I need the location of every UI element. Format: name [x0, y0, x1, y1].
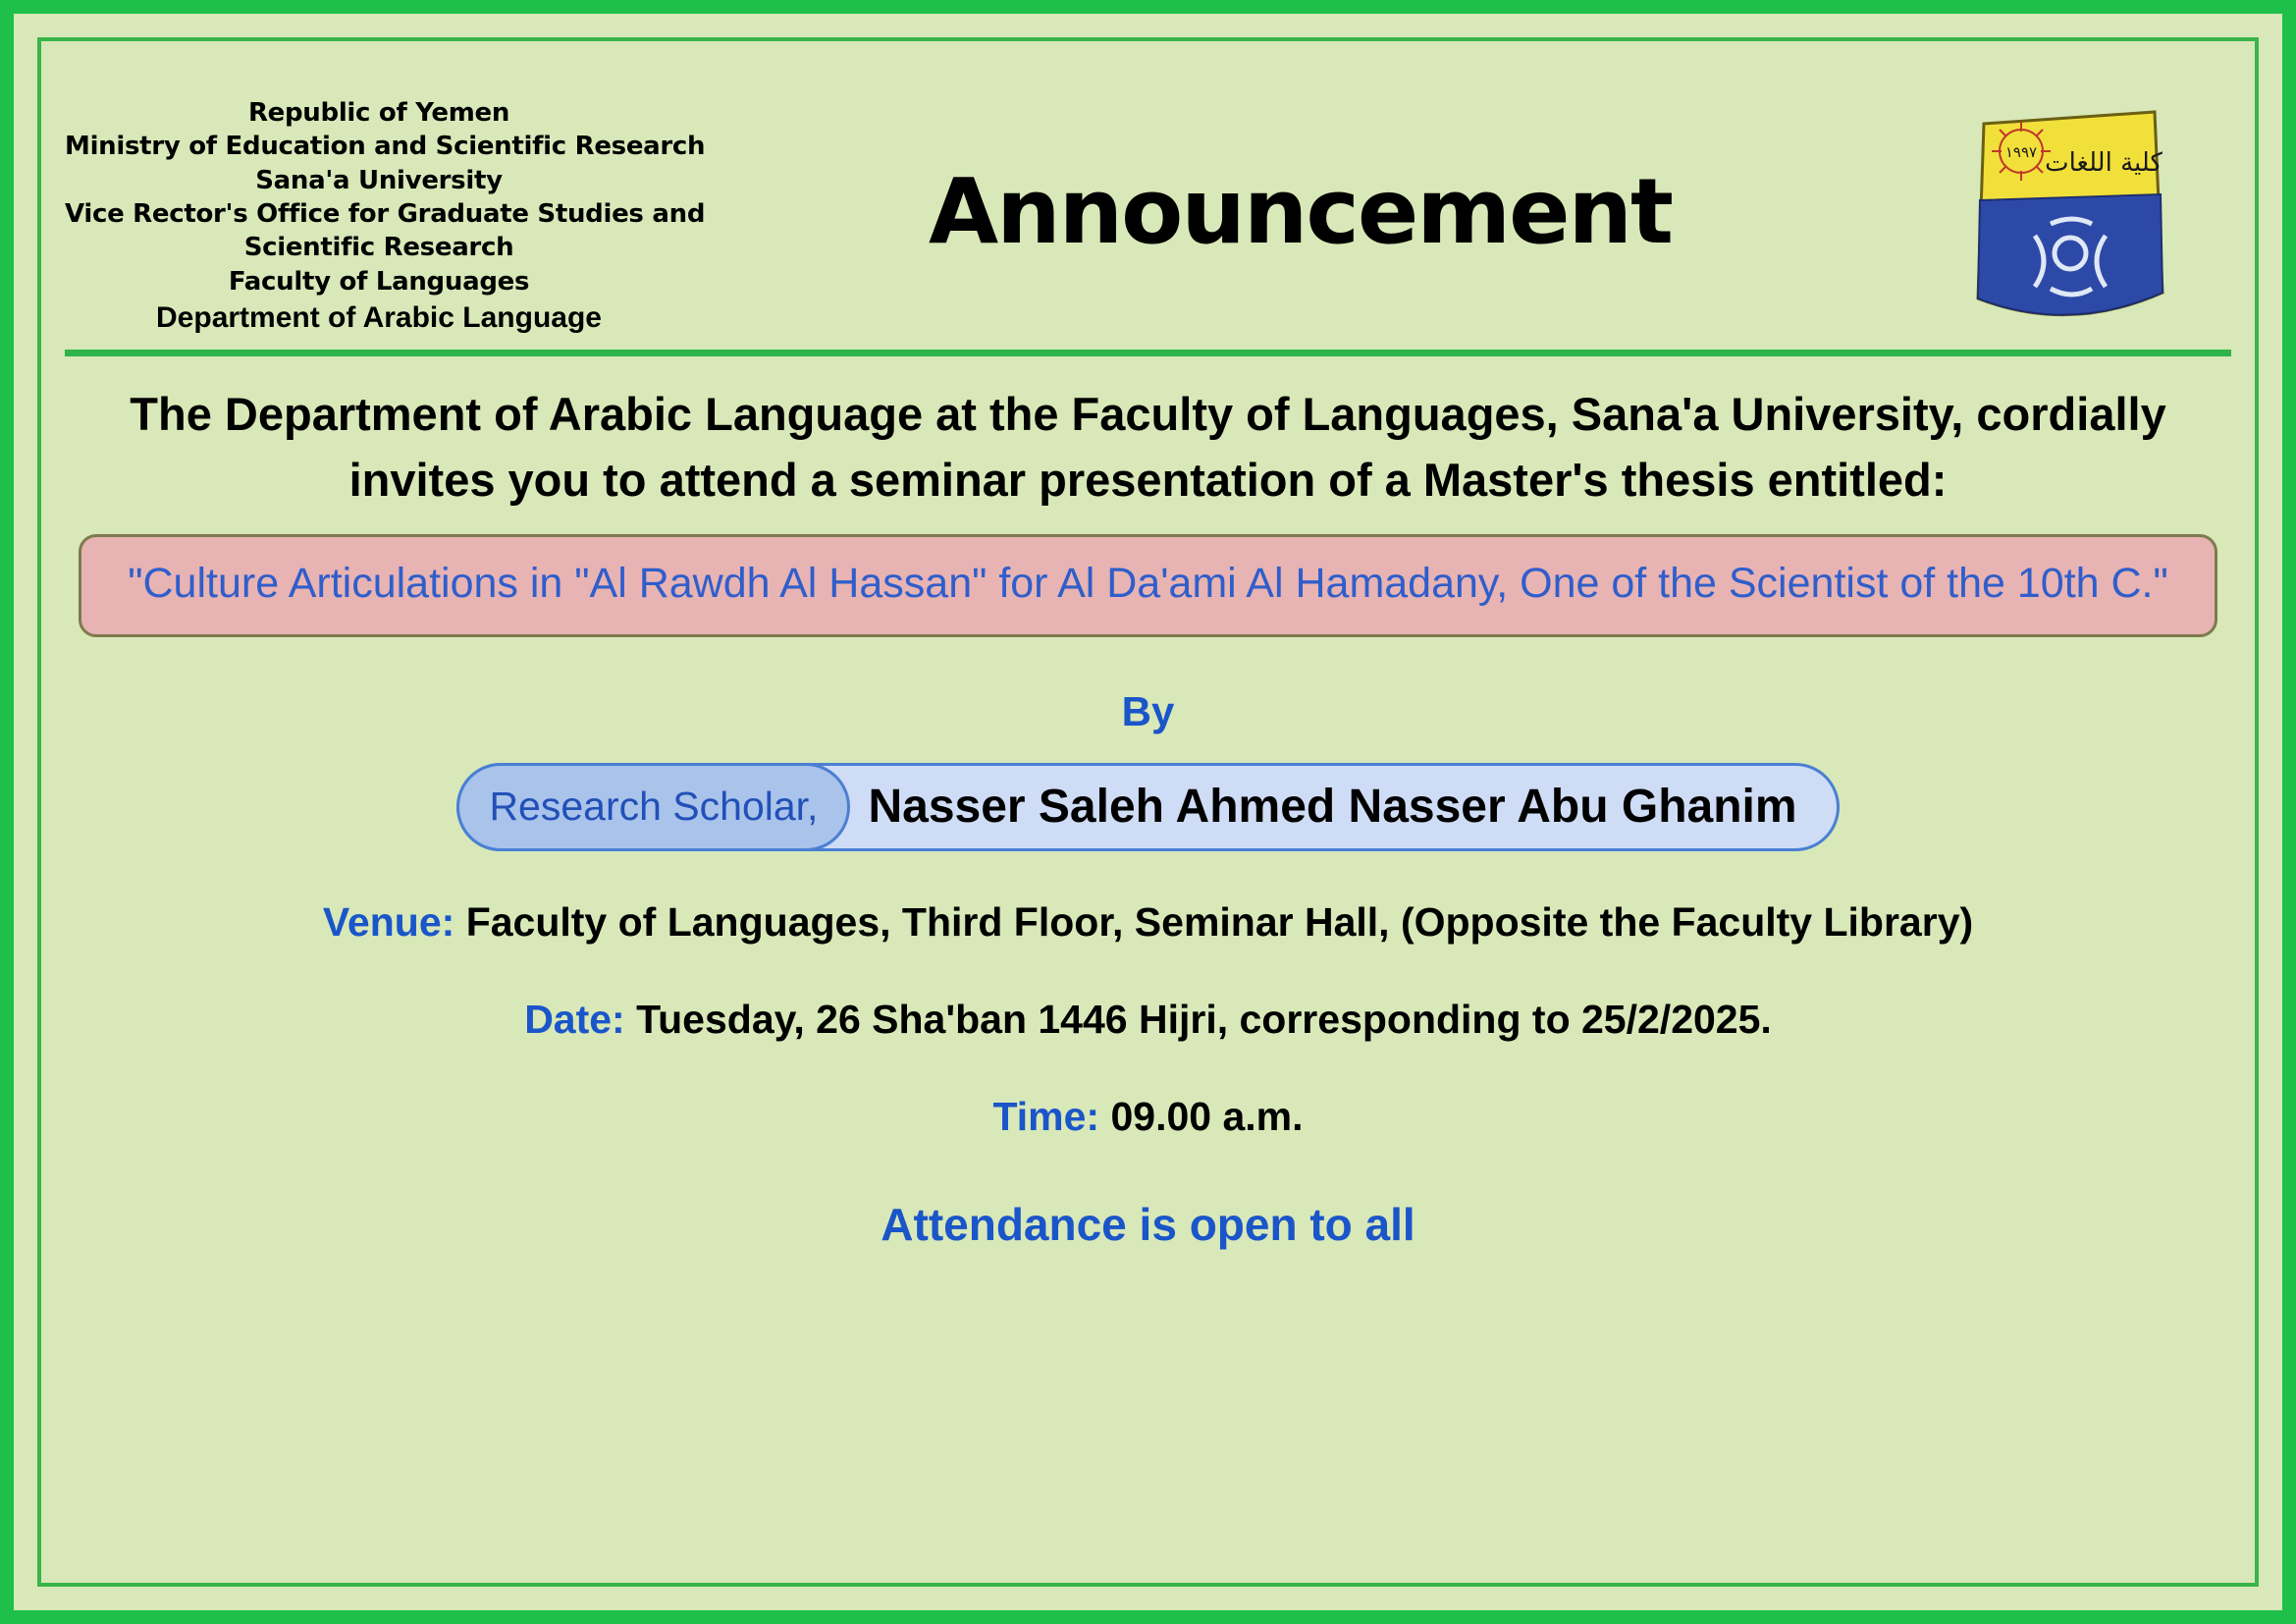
org-line-7: Department of Arabic Language: [156, 300, 602, 334]
org-line-1: Republic of Yemen: [247, 98, 510, 128]
logo-year-text: ١٩٩٧: [2004, 143, 2038, 161]
venue-label: Venue:: [322, 898, 455, 945]
page-title: Announcement: [928, 159, 1673, 264]
poster-header: [65, 49, 2231, 344]
scholar-name: Nasser Saleh Ahmed Nasser Abu Ghanim: [868, 781, 1797, 834]
thesis-title: "Culture Articulations in "Al Rawdh Al Hassan" for Al Da'ami Al Hamadany, One of the Scientist of the 10th C.": [128, 560, 2168, 608]
scholar-row: [65, 763, 2231, 851]
date-value: Tuesday, 26 Sha'ban 1446 Hijri, corresponding to 25/2/2025.: [636, 996, 1772, 1042]
venue-row: [65, 896, 2231, 948]
title-block: [693, 49, 1907, 264]
header-divider: [65, 350, 2231, 356]
org-line-6: Faculty of Languages: [228, 266, 530, 297]
org-line-4: Vice Rector's Office for Graduate Studies and: [65, 198, 706, 229]
logo-container: [1907, 49, 2231, 332]
university-emblem-icon: [1966, 106, 2172, 332]
closing-note: Attendance is open to all: [881, 1199, 1415, 1251]
time-row: [65, 1091, 2231, 1143]
time-value: 09.00 a.m.: [1110, 1094, 1304, 1140]
date-label: Date:: [524, 996, 625, 1042]
time-label: Time:: [992, 1094, 1100, 1140]
logo-arabic-text: كلية اللغات: [2045, 148, 2163, 178]
org-line-2: Ministry of Education and Scientific Research: [65, 132, 706, 162]
scholar-role-label: Research Scholar,: [456, 763, 850, 851]
venue-value: Faculty of Languages, Third Floor, Seminar Hall, (Opposite the Faculty Library): [465, 898, 1974, 945]
thesis-title-box: [79, 534, 2217, 636]
invitation-text: The Department of Arabic Language at the Faculty of Languages, Sana'a University, cordially invites you to attend a seminar presentation of a Master's thesis entitled:: [130, 388, 2166, 506]
scholar-pill: [456, 763, 1839, 851]
by-label: By: [1121, 687, 1175, 734]
org-line-3: Sana'a University: [255, 165, 503, 195]
date-row: [65, 994, 2231, 1046]
poster-content: [14, 14, 2282, 1610]
org-line-5: Scientific Research: [243, 233, 514, 263]
organization-block: [65, 49, 706, 337]
